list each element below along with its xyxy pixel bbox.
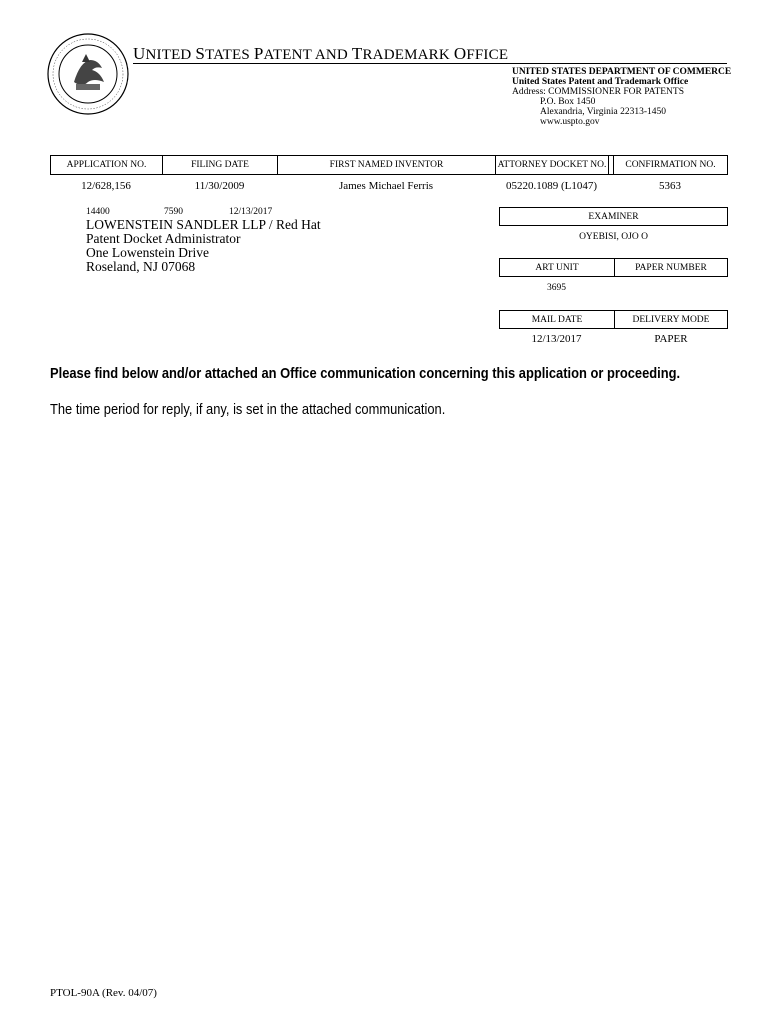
application-header-table: [50, 155, 728, 175]
header-first-named-inventor: FIRST NAMED INVENTOR: [278, 156, 496, 174]
header-application-no: APPLICATION NO.: [51, 156, 163, 174]
dept-line1: UNITED STATES DEPARTMENT OF COMMERCE: [512, 67, 732, 77]
office-title: UNITED STATES PATENT AND TRADEMARK OFFICE: [133, 44, 509, 63]
address-line1: Address: COMMISSIONER FOR PATENTS: [512, 87, 685, 97]
delivery-mode-value: PAPER: [654, 333, 688, 345]
examiner-name: OYEBISI, OJO O: [579, 232, 648, 242]
header-attorney-docket-no: ATTORNEY DOCKET NO.: [496, 156, 609, 174]
address-street: One Lowenstein Drive: [86, 245, 209, 260]
department-address-block: [512, 67, 731, 127]
form-identifier: PTOL-90A (Rev. 04/07): [50, 987, 157, 999]
uspto-seal-icon: [46, 32, 130, 116]
value-confirmation-no: 5363: [659, 180, 681, 192]
mail-header-row: [499, 310, 728, 329]
header-filing-date: FILING DATE: [163, 156, 278, 174]
correspondence-code: 7590: [164, 207, 183, 217]
customer-number: 14400: [86, 207, 110, 217]
reply-period-statement: The time period for reply, if any, is set in the attached communication.: [50, 401, 446, 418]
examiner-label-box: [499, 207, 728, 226]
art-unit-label: ART UNIT: [500, 259, 615, 276]
dept-line2: United States Patent and Trademark Office: [512, 77, 689, 87]
address-line4: www.uspto.gov: [540, 117, 600, 127]
correspondence-date: 12/13/2017: [229, 207, 273, 217]
paper-number-label: PAPER NUMBER: [635, 262, 707, 273]
delivery-mode-label: DELIVERY MODE: [632, 314, 710, 325]
mail-date-value: 12/13/2017: [531, 333, 582, 345]
mail-date-label: MAIL DATE: [500, 311, 615, 328]
correspondence-address: [86, 218, 321, 274]
value-attorney-docket-no: 05220.1089 (L1047): [505, 180, 598, 192]
address-line2: P.O. Box 1450: [540, 97, 596, 107]
address-attention: Patent Docket Administrator: [86, 231, 241, 246]
title-rule: [133, 63, 727, 64]
art-unit-header-row: [499, 258, 728, 277]
value-application-no: 12/628,156: [81, 180, 131, 192]
value-filing-date: 11/30/2009: [194, 180, 245, 192]
address-city: Roseland, NJ 07068: [86, 259, 196, 274]
art-unit-value: 3695: [547, 283, 566, 293]
header-confirmation-no: CONFIRMATION NO.: [625, 160, 716, 170]
address-line3: Alexandria, Virginia 22313-1450: [540, 107, 666, 117]
office-communication-notice: Please find below and/or attached an Office communication concerning this application or proceeding.: [50, 365, 681, 382]
value-first-named-inventor: James Michael Ferris: [338, 180, 434, 192]
address-firm: LOWENSTEIN SANDLER LLP / Red Hat: [86, 217, 321, 232]
examiner-label: EXAMINER: [588, 211, 639, 222]
